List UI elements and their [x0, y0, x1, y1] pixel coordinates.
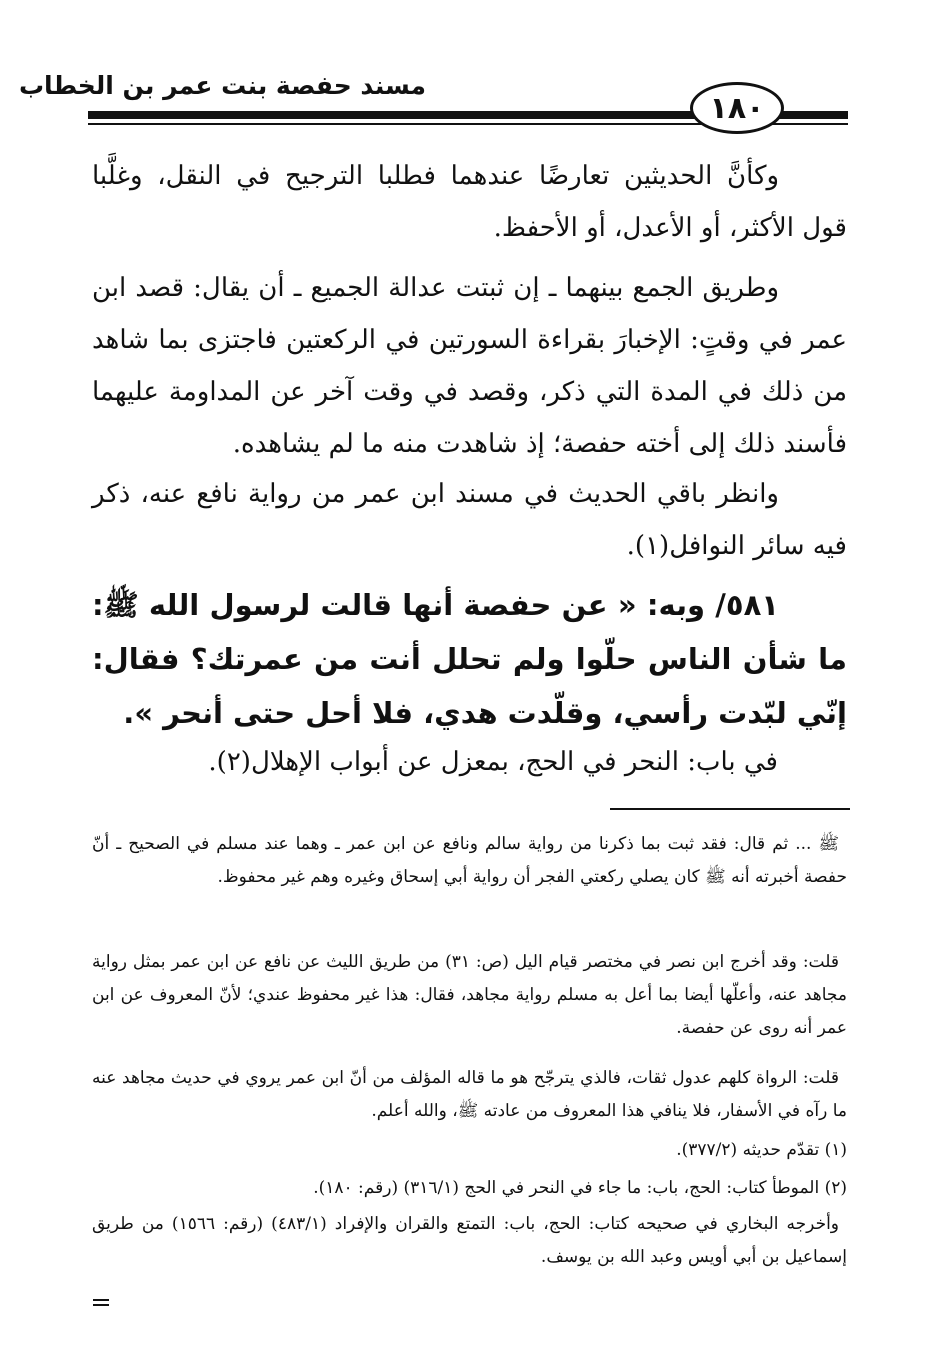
- running-header-title: مسند حفصة بنت عمر بن الخطاب: [18, 71, 426, 100]
- footnote-separator: [610, 808, 850, 810]
- footnote-note-c: قلت: الرواة كلهم عدول ثقات، فالذي يترجّح هو ما قاله المؤلف من أنّ ابن عمر يروي في حديث مجاهد عنه ما رآه في الأسفار، فلا ينافي هذا المعروف من عادته ﷺ، والله أعلم.: [92, 1068, 847, 1121]
- footnote-1: (١) تقدّم حديثه (٣٧٧/٢).: [676, 1140, 847, 1160]
- hadith-number: ٥٨١/: [715, 588, 779, 622]
- chapter-reference: في باب: النحر في الحج، بمعزل عن أبواب الإهلال(٢).: [208, 747, 778, 777]
- hadith-text: « عن حفصة أنها قالت لرسول الله ﷺ: ما شأن الناس حلّوا ولم تحلل أنت من عمرتك؟ فقال: إنّي لبّدت رأسي، وقلّدت هدي، فلا أحل حتى أنحر ».: [92, 588, 847, 730]
- paragraph-3: وانظر باقي الحديث في مسند ابن عمر من رواية نافع عنه، ذكر فيه سائر النوافل(١).: [92, 479, 847, 561]
- footnote-2-continuation: وأخرجه البخاري في صحيحه كتاب: الحج، باب: التمتع والقران والإفراد (٤٨٣/١) (رقم: ١٥٦٦) من طريق إسماعيل بن أبي أويس وعبد الله بن يوسف.: [92, 1214, 847, 1267]
- page-number: ١٨٠: [690, 82, 784, 134]
- paragraph-1: وكأنَّ الحديثين تعارضًا عندهما فطلبا الترجيح في النقل، وغلَّبا قول الأكثر، أو الأعدل، أو الأحفظ.: [92, 161, 847, 243]
- footnote-2: (٢) الموطأ كتاب: الحج، باب: ما جاء في النحر في الحج (٣١٦/١) (رقم: ١٨٠).: [313, 1178, 847, 1198]
- paragraph-2: وطريق الجمع بينهما ـ إن ثبتت عدالة الجميع ـ أن يقال: قصد ابن عمر في وقتٍ: الإخبارَ بقراءة السورتين في الركعتين فاجتزى بما شاهد من ذلك في المدة التي ذكر، وقصد في وقت آخر عن المداومة عليهما فأسند ذلك إلى أخته حفصة؛ إذ شاهدت منه ما لم يشاهده.: [92, 273, 847, 459]
- signature-mark: [93, 1299, 109, 1309]
- hadith-wabihi: وبه:: [646, 588, 705, 622]
- footnote-note-b: قلت: وقد أخرج ابن نصر في مختصر قيام اليل (ص: ٣١) من طريق الليث عن نافع عن ابن عمر بمثل رواية مجاهد عنه، وأعلّها أيضا بما أعل به مسلم رواية مجاهد، فقال: هذا غير محفوظ عندي؛ لأنّ المعروف عن ابن عمر أنه روى عن حفصة.: [92, 952, 847, 1038]
- hadith-paragraph: [92, 578, 847, 740]
- footnote-continuation: ﷺ ... ثم قال: فقد ثبت بما ذكرنا من رواية سالم ونافع عن ابن عمر ـ وهما عند مسلم في الصحيح ـ أنّ حفصة أخبرته أنه ﷺ كان يصلي ركعتي الفجر أن رواية أبي إسحاق وغيره وهم غير محفوظ.: [92, 834, 847, 887]
